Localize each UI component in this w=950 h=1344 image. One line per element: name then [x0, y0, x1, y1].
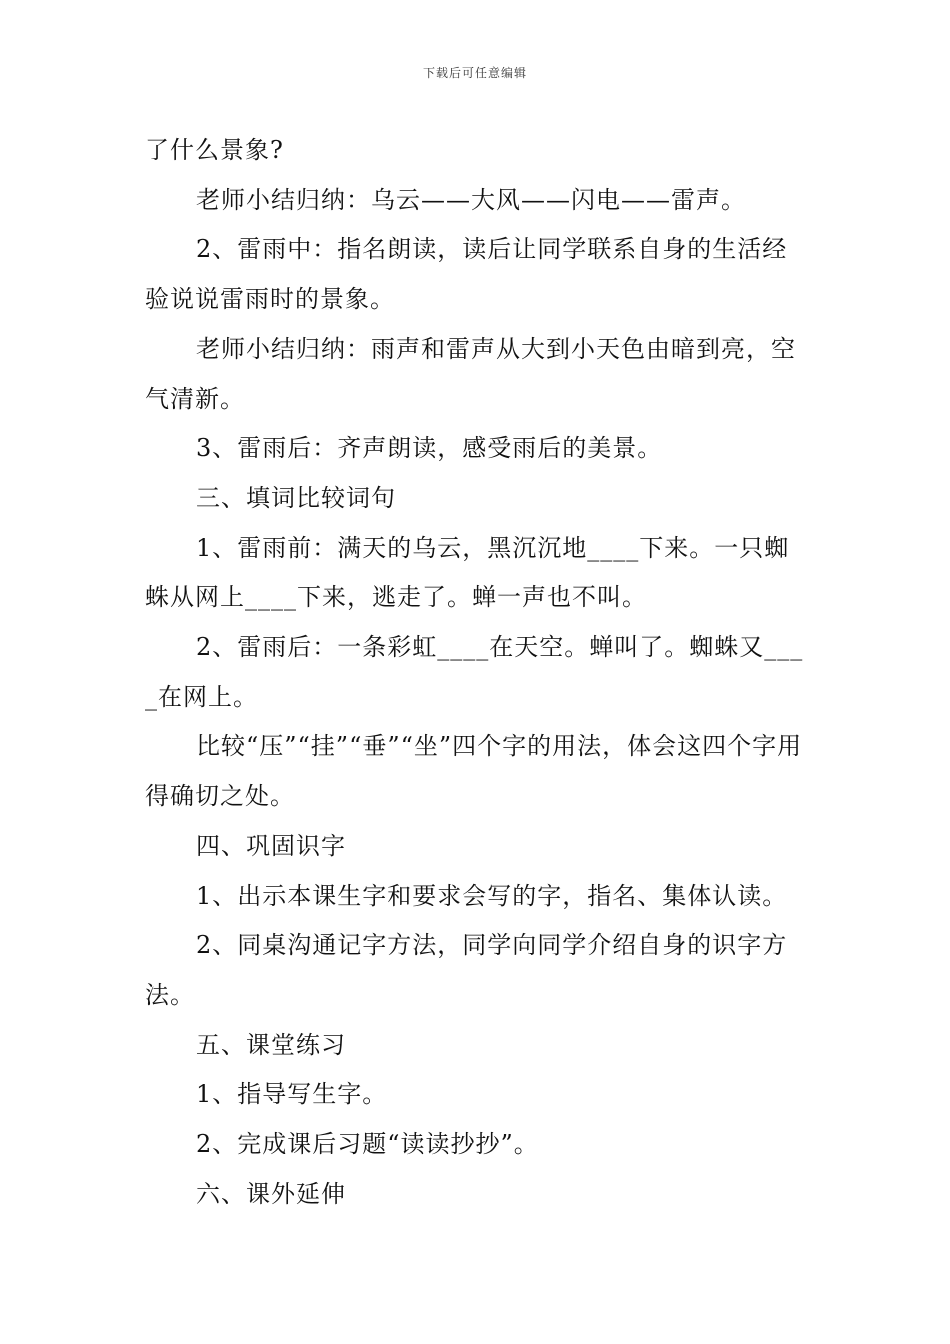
- paragraph: 了什么景象?: [145, 136, 284, 164]
- section-heading: 六、课外延伸: [196, 1179, 346, 1208]
- paragraph: 2、雷雨后：一条彩虹____在天空。蝉叫了。蜘蛛又____在网上。: [145, 633, 804, 711]
- paragraph: 老师小结归纳：乌云——大风——闪电——雷声。: [196, 185, 746, 214]
- paragraph: 1、雷雨前：满天的乌云，黑沉沉地____下来。一只蜘蛛从网上____下来，逃走了。蝉一声也不叫。: [145, 533, 790, 612]
- page-header: 下载后可任意编辑: [422, 66, 527, 80]
- document-body: [145, 126, 810, 1219]
- paragraph: 1、出示本课生字和要求会写的字，指名、集体认读。: [196, 881, 788, 910]
- paragraph: 3、雷雨后：齐声朗读，感受雨后的美景。: [196, 434, 663, 463]
- paragraph: 老师小结归纳：雨声和雷声从大到小天色由暗到亮，空气清新。: [145, 334, 796, 413]
- paragraph: 1、指导写生字。: [196, 1080, 388, 1109]
- section-heading: 五、课堂练习: [196, 1030, 346, 1059]
- paragraph: 比较“压”“挂”“垂”“坐”四个字的用法，体会这四个字用得确切之处。: [145, 732, 803, 811]
- paragraph: 2、雷雨中：指名朗读，读后让同学联系自身的生活经验说说雷雨时的景象。: [145, 235, 788, 314]
- paragraph: 2、完成课后习题“读读抄抄”。: [196, 1130, 539, 1159]
- section-heading: 三、填词比较词句: [196, 483, 396, 512]
- section-heading: 四、巩固识字: [196, 831, 346, 860]
- paragraph: 2、同桌沟通记字方法，同学向同学介绍自身的识字方法。: [145, 931, 788, 1009]
